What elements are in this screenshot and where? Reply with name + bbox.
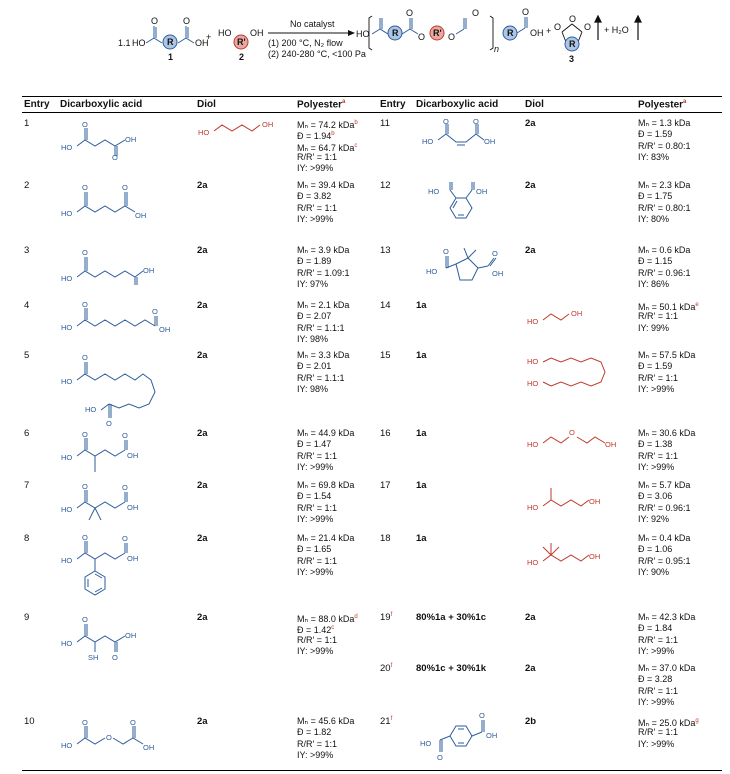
polyester-data (297, 350, 349, 395)
svg-text:O: O (82, 353, 88, 362)
entry-number: 4 (24, 300, 30, 311)
sebacic-acid-structure (55, 350, 185, 430)
svg-text:O: O (473, 118, 479, 126)
entry-number: 13 (380, 245, 391, 256)
polyester-line: IY: 92% (638, 513, 670, 524)
rp-text: R' (433, 28, 442, 38)
entry-number: 19$^f$ (380, 612, 393, 624)
polyester-line: Đ = 3.28 (638, 674, 673, 685)
butanediol-structure (196, 115, 286, 143)
svg-text:O: O (82, 482, 88, 491)
svg-text:HO: HO (61, 453, 73, 462)
svg-text:O: O (82, 120, 88, 129)
svg-text:OH: OH (486, 731, 498, 740)
polyester-line: IY: >99% (297, 163, 334, 174)
o-text: O (472, 8, 480, 18)
polyester-line: R/R′ = 1:1 (638, 634, 678, 645)
polyester-line: R/R′ = 1:1 (638, 727, 678, 738)
diol-label: 2a (525, 612, 536, 623)
polyester-data (638, 300, 699, 334)
r-text: R (392, 28, 399, 38)
polyester-line: Mₙ = 37.0 kDa (638, 663, 696, 673)
entry-number: 14 (380, 300, 391, 311)
entry-number: 8 (24, 533, 30, 544)
acid-label: 80%1a + 30%1c (416, 612, 486, 623)
polyester-line: IY: 97% (297, 278, 329, 289)
polyester-line: R/R′ = 1.1:1 (297, 322, 345, 333)
o-text: O (151, 16, 159, 26)
diol-label: 2b (525, 716, 537, 727)
polyester-line: R/R′ = 1:1 (297, 450, 337, 461)
succinic-acid-structure (55, 118, 165, 160)
ho-text: HO (132, 38, 146, 48)
polyester-data (638, 245, 690, 290)
polyester-line: Mₙ = 39.4 kDa (297, 180, 355, 190)
polyester-line: Mₙ = 50.1 kDa$^e$ (638, 302, 699, 312)
polyester-line: IY: >99% (638, 461, 675, 472)
polyester-line: Đ = 3.82 (297, 191, 332, 202)
entry-number: 2 (24, 180, 30, 191)
svg-text:SH: SH (88, 653, 99, 662)
svg-text:HO: HO (61, 741, 73, 750)
entry-number: 18 (380, 533, 391, 544)
svg-text:HO: HO (527, 317, 539, 326)
entry-number: 10 (24, 716, 35, 727)
phenylglutaric-acid-structure (55, 533, 165, 607)
polyester-line: Mₙ = 57.5 kDa (638, 350, 696, 360)
svg-text:OH: OH (589, 497, 601, 506)
polyester-line: R/R′ = 1:1 (297, 502, 337, 513)
polyester-line: R/R′ = 1:1 (297, 202, 337, 213)
n-text: n (494, 44, 500, 54)
polyester-line: Mₙ = 30.6 kDa (638, 428, 696, 438)
header-diol: Diol (197, 99, 216, 110)
polyester-data (297, 118, 358, 174)
cond-2: (2) 240-280 °C, <100 Pa (268, 49, 366, 59)
polyester-line: Đ = 2.07 (297, 311, 332, 322)
diol-label: 2a (525, 245, 536, 256)
polyester-line: Mₙ = 2.1 kDa (297, 300, 350, 310)
polyester-line: IY: >99% (297, 513, 334, 524)
header-polyester: Polyester$^a$ (297, 99, 346, 111)
polyester-data (297, 180, 354, 225)
o-text: O (522, 7, 530, 17)
polyester-line: IY: >99% (638, 696, 675, 707)
polyester-line: IY: 83% (638, 151, 670, 162)
header-polyester: Polyester$^a$ (638, 99, 687, 111)
header-acid: Dicarboxylic acid (60, 99, 143, 110)
label-3: 3 (569, 54, 575, 64)
entry-number: 15 (380, 350, 391, 361)
polyester-data (638, 180, 690, 225)
diol-label: 2a (197, 428, 208, 439)
diol-label: 2a (525, 118, 536, 129)
r-text: R (569, 39, 576, 49)
polyester-line: Đ = 1.06 (638, 544, 673, 555)
polyester-line: R/R′ = 1:1 (638, 311, 678, 322)
diol-label: 2a (197, 350, 208, 361)
diol-label: 2a (525, 180, 536, 191)
entry-number: 7 (24, 480, 30, 491)
ethylene-glycol-structure (525, 300, 605, 332)
oh-text: OH (530, 28, 544, 38)
acid-label: 1a (416, 480, 427, 491)
acid-label: 1a (416, 300, 427, 311)
polyester-line: IY: >99% (297, 213, 334, 224)
acid-label: 1a (416, 350, 427, 361)
polyester-data (638, 118, 690, 163)
polyester-line: Đ = 1.84 (638, 623, 673, 634)
diol-label: 2a (197, 612, 208, 623)
polyester-line: Đ = 3.06 (638, 491, 673, 502)
svg-text:HO: HO (198, 128, 210, 137)
polyester-data (297, 245, 349, 290)
svg-text:OH: OH (127, 554, 139, 563)
polyester-line: R/R′ = 0.95:1 (638, 555, 691, 566)
polyester-line: Mₙ = 21.4 kDa (297, 533, 355, 543)
diol-label: 2a (197, 533, 208, 544)
polyester-line: Đ = 1.65 (297, 544, 332, 555)
svg-text:OH: OH (589, 552, 601, 561)
mercaptosuccinic-acid-structure (55, 612, 165, 664)
reaction-scheme (0, 0, 730, 95)
methylglutaric-acid-structure (55, 428, 165, 476)
polyester-data (638, 480, 690, 525)
rp-text: R' (237, 37, 246, 47)
polyester-line: R/R′ = 1:1 (297, 738, 337, 749)
entry-number: 21$^f$ (380, 716, 393, 728)
acid-label: 1a (416, 428, 427, 439)
polyester-line: R/R′ = 1:1 (297, 555, 337, 566)
svg-text:O: O (479, 711, 485, 720)
polyester-data (297, 300, 349, 345)
polyester-line: R/R′ = 0.96:1 (638, 502, 691, 513)
svg-text:HO: HO (426, 267, 438, 276)
pimelic-acid-structure (55, 300, 185, 340)
polyester-line: Mₙ = 74.2 kDa$^b$ (297, 120, 358, 130)
phthalic-acid-structure (416, 180, 516, 232)
polyester-line: IY: 98% (297, 383, 329, 394)
polyester-line: Mₙ = 2.3 kDa (638, 180, 691, 190)
r-text: R (507, 28, 514, 38)
polyester-line: R/R′ = 1.1:1 (297, 372, 345, 383)
polyester-line: Mₙ = 1.3 kDa (638, 118, 691, 128)
polyester-line: IY: 80% (638, 213, 670, 224)
polyester-line: Đ = 1.59 (638, 361, 673, 372)
svg-text:O: O (112, 153, 118, 160)
polyester-line: IY: 99% (638, 322, 670, 333)
svg-text:O: O (82, 248, 88, 257)
diethylene-glycol-structure (525, 425, 635, 457)
svg-text:OH: OH (492, 269, 504, 278)
polyester-line: IY: 86% (638, 278, 670, 289)
header-acid: Dicarboxylic acid (416, 99, 499, 110)
o-text: O (584, 22, 592, 32)
svg-text:O: O (82, 533, 88, 542)
header-rule (22, 112, 722, 113)
polyester-line: IY: 98% (297, 333, 329, 344)
svg-text:O: O (569, 428, 575, 437)
svg-text:HO: HO (61, 505, 73, 514)
polyester-line: Mₙ = 25.0 kDa$^g$ (638, 718, 699, 728)
svg-text:O: O (82, 430, 88, 439)
polyester-data (297, 480, 354, 525)
svg-text:O: O (130, 718, 136, 727)
polyester-line: R/R′ = 1:1 (297, 151, 337, 162)
polyester-line: R/R′ = 0.80:1 (638, 140, 691, 151)
entry-number: 16 (380, 428, 391, 439)
polyester-data (297, 428, 354, 473)
polyester-line: Đ = 1.82 (297, 727, 332, 738)
polyester-data (297, 533, 354, 578)
oh-text: OH (195, 38, 209, 48)
diglycolic-acid-structure (55, 716, 175, 758)
polyester-line: Mₙ = 44.9 kDa (297, 428, 355, 438)
acid-label: 80%1c + 30%1k (416, 663, 486, 674)
diol-label: 2a (197, 245, 208, 256)
svg-text:O: O (122, 183, 128, 192)
diol-label: 2a (197, 180, 208, 191)
polyester-line: Đ = 1.94$^b$ (297, 131, 335, 142)
svg-text:OH: OH (484, 137, 496, 146)
polyester-data (638, 612, 695, 657)
svg-text:O: O (492, 249, 498, 258)
polyester-data (638, 428, 695, 473)
diol-label: 2a (197, 300, 208, 311)
svg-text:O: O (106, 419, 112, 428)
entry-number: 20$^f$ (380, 663, 393, 675)
polyester-line: IY: >99% (638, 738, 675, 749)
polyester-line: IY: 90% (638, 566, 670, 577)
svg-text:OH: OH (127, 451, 139, 460)
polyester-line: Mₙ = 64.7 kDa$^c$ (297, 142, 358, 153)
svg-text:HO: HO (61, 209, 73, 218)
svg-text:HO: HO (85, 405, 97, 414)
ho-text: HO (218, 28, 232, 38)
svg-text:O: O (443, 247, 449, 256)
svg-text:O: O (82, 718, 88, 727)
entry-number: 5 (24, 350, 30, 361)
polyester-line: IY: >99% (297, 461, 334, 472)
polyester-line: Đ = 1.47 (297, 439, 332, 450)
header-entry: Entry (24, 99, 50, 110)
svg-text:OH: OH (143, 266, 155, 275)
svg-text:O: O (437, 753, 443, 762)
plus-text: + (206, 32, 212, 42)
adipic-acid-structure (55, 245, 165, 287)
polyester-data (638, 716, 699, 750)
svg-text:O: O (112, 653, 118, 662)
entry-number: 6 (24, 428, 30, 439)
polyester-line: R/R′ = 0.80:1 (638, 202, 691, 213)
r-text: R (167, 37, 174, 47)
acid-label: 1a (416, 533, 427, 544)
polyester-line: R/R′ = 1:1 (297, 634, 337, 645)
butanediol-13-structure (525, 480, 625, 524)
header-entry: Entry (380, 99, 406, 110)
entry-number: 11 (380, 118, 390, 129)
svg-text:OH: OH (476, 187, 488, 196)
polyester-line: Mₙ = 3.9 kDa (297, 245, 350, 255)
maleic-acid-structure (416, 118, 516, 158)
polyester-line: R/R′ = 0.96:1 (638, 267, 691, 278)
entry-number: 9 (24, 612, 30, 623)
polyester-line: Đ = 1.54 (297, 491, 332, 502)
oh-text: OH (250, 28, 264, 38)
polyester-line: Đ = 1.59 (638, 129, 673, 140)
polyester-data (297, 612, 358, 657)
polyester-line: R/R′ = 1:1 (638, 685, 678, 696)
polyester-line: Mₙ = 88.0 kDa$^d$ (297, 614, 358, 624)
polyester-data (638, 350, 695, 395)
polyester-line: IY: >99% (297, 566, 334, 577)
svg-text:HO: HO (61, 556, 73, 565)
svg-text:O: O (443, 118, 449, 126)
svg-text:O: O (122, 534, 128, 543)
top-rule (22, 96, 722, 97)
polyester-line: IY: >99% (638, 645, 675, 656)
svg-text:HO: HO (61, 143, 73, 152)
cond-top: No catalyst (290, 19, 335, 29)
polyester-line: IY: >99% (297, 749, 334, 760)
svg-text:HO: HO (428, 187, 440, 196)
ho-text: HO (356, 29, 370, 39)
polyester-line: Đ = 2.01 (297, 361, 332, 372)
label-2: 2 (239, 52, 245, 62)
svg-text:OH: OH (135, 211, 147, 220)
polyester-line: Mₙ = 45.6 kDa (297, 716, 355, 726)
svg-text:O: O (82, 300, 88, 309)
terephthalic-acid-structure (416, 710, 516, 766)
polyester-line: IY: >99% (297, 645, 334, 656)
svg-text:O: O (82, 183, 88, 192)
label-1: 1 (168, 52, 174, 62)
o-text: O (183, 16, 191, 26)
polyester-line: Đ = 1.75 (638, 191, 673, 202)
svg-text:HO: HO (61, 377, 73, 386)
header-diol: Diol (525, 99, 544, 110)
camphoric-acid-structure (416, 244, 526, 296)
polyester-line: Mₙ = 42.3 kDa (638, 612, 696, 622)
diol-label: 2a (525, 663, 536, 674)
polyester-data (638, 533, 690, 578)
svg-text:OH: OH (127, 503, 139, 512)
entry-number: 12 (380, 180, 391, 191)
polyester-line: Đ = 1.38 (638, 439, 673, 450)
polyester-line: Mₙ = 3.3 kDa (297, 350, 350, 360)
svg-text:OH: OH (262, 120, 274, 129)
polyester-line: R/R′ = 1:1 (638, 450, 678, 461)
svg-text:HO: HO (422, 137, 434, 146)
polyester-line: Đ = 1.15 (638, 256, 673, 267)
o-text: O (569, 14, 577, 24)
svg-text:OH: OH (125, 135, 137, 144)
polyester-line: Mₙ = 5.7 kDa (638, 480, 691, 490)
svg-text:O: O (122, 431, 128, 440)
svg-text:OH: OH (605, 440, 617, 449)
decanediol-structure (525, 348, 645, 398)
polyester-line: IY: >99% (638, 383, 675, 394)
methylbutanediol-structure (525, 537, 625, 581)
coef-text: 1.1 (118, 38, 131, 48)
entry-number: 3 (24, 245, 30, 256)
svg-text:HO: HO (61, 323, 73, 332)
svg-text:HO: HO (61, 274, 73, 283)
svg-text:HO: HO (61, 639, 73, 648)
polyester-line: Mₙ = 0.4 kDa (638, 533, 691, 543)
bottom-rule (22, 770, 722, 771)
entry-number: 17 (380, 480, 391, 491)
svg-text:O: O (106, 733, 112, 742)
svg-text:O: O (82, 615, 88, 624)
diol-label: 2a (197, 480, 208, 491)
diol-label: 2a (197, 716, 208, 727)
polyester-data (638, 663, 695, 708)
svg-text:HO: HO (527, 440, 539, 449)
polyester-line: Mₙ = 69.8 kDa (297, 480, 355, 490)
polyester-line: Đ = 1.42$^c$ (297, 625, 335, 636)
polyester-line: R/R′ = 1.09:1 (297, 267, 350, 278)
svg-text:HO: HO (527, 503, 539, 512)
polyester-line: Đ = 1.89 (297, 256, 332, 267)
o-text: O (448, 32, 456, 42)
svg-text:OH: OH (143, 743, 155, 752)
cond-1: (1) 200 °C, N₂ flow (268, 38, 343, 48)
o-text: O (554, 22, 562, 32)
polyester-line: Mₙ = 0.6 kDa (638, 245, 691, 255)
svg-text:HO: HO (527, 357, 539, 366)
polyester-data (297, 716, 354, 761)
entry-number: 1 (24, 118, 30, 129)
glutaric-acid-structure (55, 180, 165, 222)
svg-text:O: O (122, 483, 128, 492)
svg-text:OH: OH (159, 325, 171, 334)
plus-text: + (546, 26, 552, 36)
polyester-line: R/R′ = 1:1 (638, 372, 678, 383)
svg-text:HO: HO (527, 558, 539, 567)
o-text: O (418, 32, 426, 42)
svg-text:OH: OH (125, 631, 137, 640)
h2o-text: + H₂O (604, 25, 629, 35)
o-text: O (406, 8, 414, 18)
svg-text:HO: HO (420, 739, 432, 748)
dimethylglutaric-acid-structure (55, 480, 165, 528)
svg-text:O: O (152, 307, 158, 316)
svg-text:OH: OH (571, 309, 583, 318)
svg-text:HO: HO (527, 379, 539, 388)
